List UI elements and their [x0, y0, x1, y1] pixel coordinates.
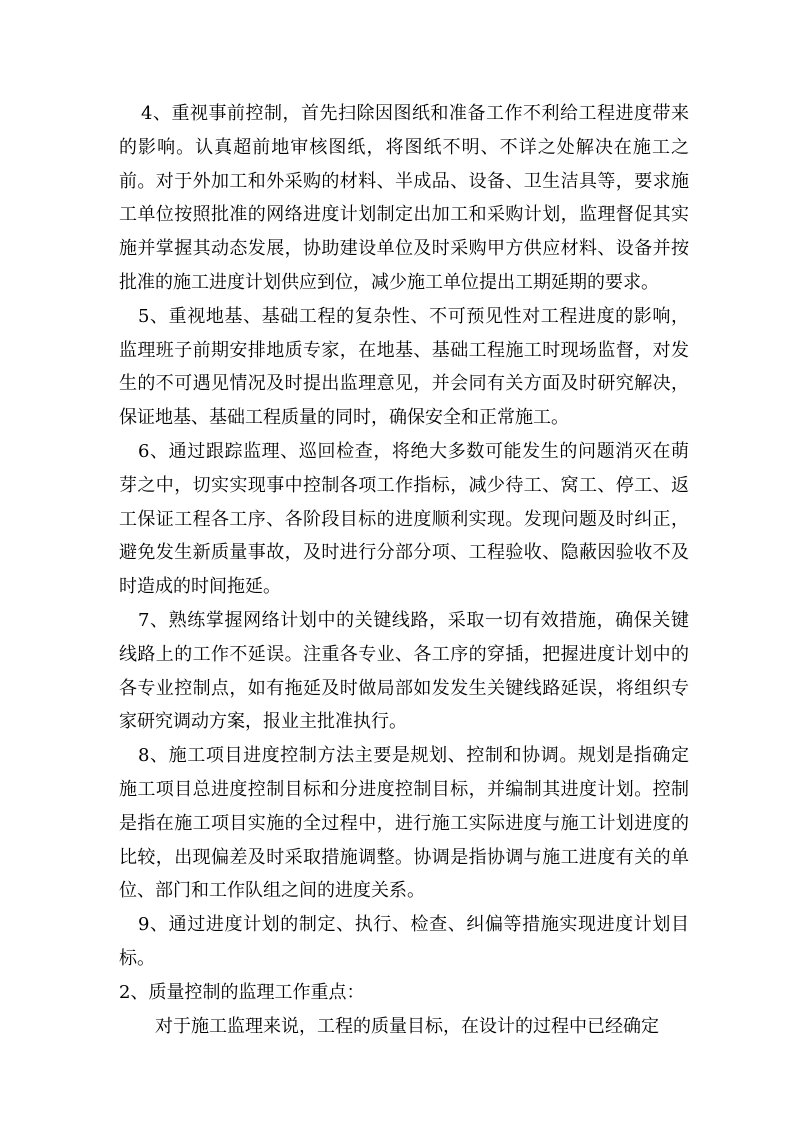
paragraph-5: 5、重视地基、基础工程的复杂性、不可预见性对工程进度的影响，监理班子前期安排地质专家，在地基、基础工程施工时现场监督，对发生的不可遇见情况及时提出监理意见，并会同有关方面及时研究解决，保证地基、基础工程质量的同时，确保安全和正常施工。: [119, 305, 689, 429]
paragraph-4: 4、重视事前控制，首先扫除因图纸和准备工作不利给工程进度带来的影响。认真超前地审核图纸，将图纸不明、不详之处解决在施工之前。对于外加工和外采购的材料、半成品、设备、卫生洁具等，要求施工单位按照批准的网络进度计划制定出加工和采购计划，监理督促其实施并掌握其动态发展，协助建设单位及时采购甲方供应材料、设备并按批准的施工进度计划供应到位，减少施工单位提出工期延期的要求。: [119, 103, 689, 293]
document-body: [119, 97, 689, 1043]
section-heading: 2、质量控制的监理工作重点：: [119, 981, 365, 1003]
paragraph-6: 6、通过跟踪监理、巡回检查，将绝大多数可能发生的问题消灭在萌芽之中，切实实现事中控制各项工作指标，减少待工、窝工、停工、返工保证工程各工序、各阶段目标的进度顺利实现。发现问题及时纠正，避免发生新质量事故，及时进行分部分项、工程验收、隐蔽因验收不及时造成的时间拖延。: [119, 440, 689, 598]
paragraph-8: 8、施工项目进度控制方法主要是规划、控制和协调。规划是指确定施工项目总进度控制目标和分进度控制目标，并编制其进度计划。控制是指在施工项目实施的全过程中，进行施工实际进度与施工计划进度的比较，出现偏差及时采取措施调整。协调是指协调与施工进度有关的单位、部门和工作队组之间的进度关系。: [119, 745, 689, 902]
paragraph-9: 9、通过进度计划的制定、执行、检查、纠偏等措施实现进度计划目标。: [119, 914, 689, 969]
paragraph-7: 7、熟练掌握网络计划中的关键线路，采取一切有效措施，确保关键线路上的工作不延误。注重各专业、各工序的穿插，把握进度计划中的各专业控制点，如有拖延及时做局部如发发生关键线路延误，将组织专家研究调动方案，报业主批准执行。: [119, 609, 689, 733]
closing-paragraph: 对于施工监理来说，工程的质量目标，在设计的过程中已经确定: [155, 1015, 659, 1037]
